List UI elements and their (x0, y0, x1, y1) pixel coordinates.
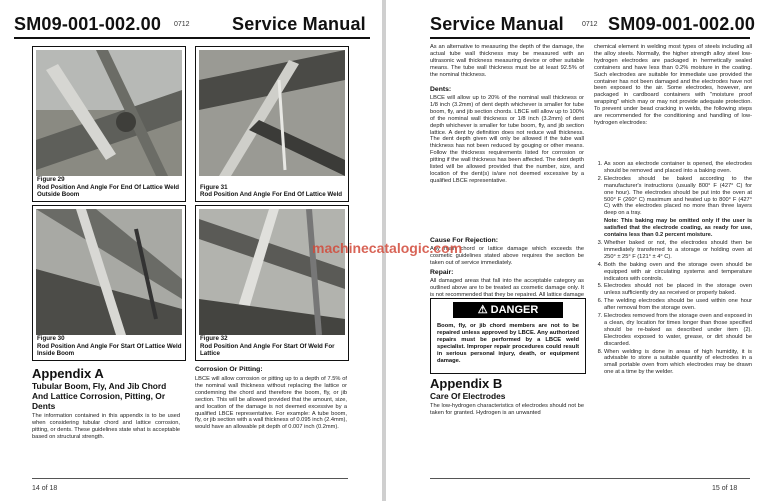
electrodes-intro: chemical element in welding most types of steels including all the alloy steels. Normally, the higher strength alloy steel low-hydrogen electrodes are packaged in hermetically sealed containers and have less than 0.2% moisture in the coating. Such electrodes are suitable for immediate use provided the container has not been damaged and the electrodes have not been exposed to the air. Some electrodes, however, are packaged in cardboard containers with "moisture proof wrapping" which may or may not provide adequate protection. To prevent under bead cracking in welds, the following steps are recommended for the conditioning and handling of low-hydrogen electrodes: (594, 44, 752, 126)
rejection-heading: Cause For Rejection: (430, 237, 498, 244)
watermark: machinecatalogic.com (312, 240, 463, 256)
figure-31-caption: Figure 31 Rod Position And Angle For End Of Lattice Weld (200, 183, 343, 198)
list-item: 6. The welding electrodes should be used within one hour after removal from the storage oven. (604, 298, 752, 312)
appendix-a-intro: The information contained in this appendix is to be used when considering tubular chord and lattice corrosion, pitting, or dents. These guidelines state what is acceptable based on structural strength. (32, 413, 180, 440)
right-code: 0712 (582, 21, 598, 28)
right-footer-rule (430, 478, 750, 479)
figure-30-caption: Figure 30 Rod Position And Angle For Start Of Lattice Weld Inside Boom (37, 335, 182, 357)
electrode-steps (594, 161, 752, 377)
danger-label: ⚠ DANGER (453, 302, 563, 318)
measurement-intro: As an alternative to measuring the depth of the damage, the actual tube wall thickness may be measured with an ultrasonic wall thickness measuring device or other suitable means. The tube wall thickness must be at least 92.5% of the nominal thickness. (430, 44, 584, 78)
figure-32-caption: Figure 32 Rod Position And Angle For Start Of Weld For Lattice (200, 335, 335, 357)
right-doc-number: SM09-001-002.00 (608, 14, 756, 34)
figure-30 (32, 205, 186, 361)
danger-box (430, 298, 586, 374)
corrosion-text: LBCE will allow corrosion or pitting up to a depth of 7.5% of the nominal wall thickness without replacing the lattice or condemning the chord and therefore the boom, fly, or jib section. This will be allowed provided that the amount, size, and location of the damage is not deemed excessive by a qualified LBCE representative. For example: A tube boom, fly, or jib section with a wall thickness of 0.095 inch (2.4mm), would have an allowable pit depth of 0.007 inch (0.2mm). (195, 376, 347, 431)
left-page-number: 14 of 18 (32, 485, 58, 492)
appendix-a-title: Appendix A (32, 366, 104, 381)
right-header-rule (430, 37, 750, 39)
appendix-b-text: The low-hydrogen characteristics of electrodes should not be taken for granted. Hydrogen is an unwanted (430, 403, 584, 416)
figure-31-photo (199, 50, 345, 176)
list-item: 7. Electrodes removed from the storage oven and exposed in a clean, dry location for times longer than those specified should be re-baked as described under item (2). Electrodes exposed to water, grease, or dirt should be discarded. (604, 313, 752, 348)
left-title: Service Manual (232, 14, 366, 34)
list-item: Note: This baking may be omitted only if the user is satisfied that the electrode coating, as ready for use, contains less than 0.2 percent moisture. (604, 218, 752, 239)
list-item: 8. When welding is done in areas of high humidity, it is advisable to store a suitable quantity of electrodes in a small portable oven from which electrodes may be drawn one at a time by the welder. (604, 349, 752, 377)
figure-30-photo (36, 209, 182, 335)
figure-29 (32, 46, 186, 202)
figure-32-photo (199, 209, 345, 335)
list-item: 2. Electrodes should be baked according to the manufacturer's instructions (usually 800° F (427° C) for one hour). The electrodes should be put into the oven at 500° F (260° C) maximum and heated up to 800° F (427° C) with the electrodes placed no more than three layers deep on a tray. (604, 176, 752, 217)
dents-heading: Dents: (430, 86, 452, 93)
left-footer-rule (32, 478, 348, 479)
list-item: 1. As soon as electrode container is opened, the electrodes should be removed and placed into a baking oven. (604, 161, 752, 175)
right-title: Service Manual (430, 14, 564, 34)
repair-heading: Repair: (430, 269, 454, 276)
appendix-a-subtitle: Tubular Boom, Fly, And Jib Chord And Lattice Corrosion, Pitting, Or Dents (32, 381, 167, 411)
figure-29-photo (36, 50, 182, 176)
dents-text: LBCE will allow up to 20% of the nominal wall thickness or 1/8 inch (3.2mm) of dent depth whichever is smaller for tube boom, fly, and jib section chords. LBCE will allow up to 100% of the nominal wall thickness or 1/8 inch (3.2mm) of dent depth whichever is smaller for tube boom, fly, and jib section lattice. A dent by definition does not reduce wall thickness. The dent depth given will only be allowed if the tube wall thickness has not been reduced by gouging or other means. Follow the thickness requirements listed for corrosion or pitting if the wall thickness has been affected. The dent depth listed will be allowed provided that the number, size, and location of the dent(s) is/are not deemed excessive by a qualified LBCE representative. (430, 95, 584, 184)
repair-text: All damaged areas that fall into the acceptable category as outlined above are to be treated as cosmetic damage only. It is not recommended that they be repaired. All lattice damage (430, 278, 584, 298)
danger-text: Boom, fly, or jib chord members are not to be repaired unless approved by LBCE. Any authorized repairs must be performed by a LBCE weld specialist. Improper repair procedures could result in serious personal injury, death, or equipment damage. (437, 323, 579, 364)
left-header-rule (14, 37, 370, 39)
appendix-b-subtitle: Care Of Electrodes (430, 391, 506, 401)
list-item: 4. Both the baking oven and the storage oven should be equipped with air circulating systems and temperature indicators with controls. (604, 262, 752, 283)
figure-31 (195, 46, 349, 202)
list-item: 3. Whether baked or not, the electrodes should then be immediately transferred to a storage or holding oven at 250° ± 25° F (121° ± 4° C). (604, 240, 752, 261)
left-code: 0712 (174, 21, 190, 28)
warning-triangle-icon: ⚠ (477, 304, 488, 316)
rejection-text: Any main chord or lattice damage which exceeds the cosmetic guidelines stated above requires the section be taken out of service immediately. (430, 246, 584, 266)
appendix-b-title: Appendix B (430, 376, 503, 391)
corrosion-heading: Corrosion Or Pitting: (195, 366, 263, 373)
list-item: 5. Electrodes should not be placed in the storage oven unless sufficiently dry as received or properly baked. (604, 283, 752, 297)
figure-32 (195, 205, 349, 361)
left-doc-number: SM09-001-002.00 (14, 14, 162, 34)
figure-29-caption: Figure 29 Rod Position And Angle For End Of Lattice Weld Outside Boom (37, 176, 180, 198)
right-page-number: 15 of 18 (712, 485, 738, 492)
